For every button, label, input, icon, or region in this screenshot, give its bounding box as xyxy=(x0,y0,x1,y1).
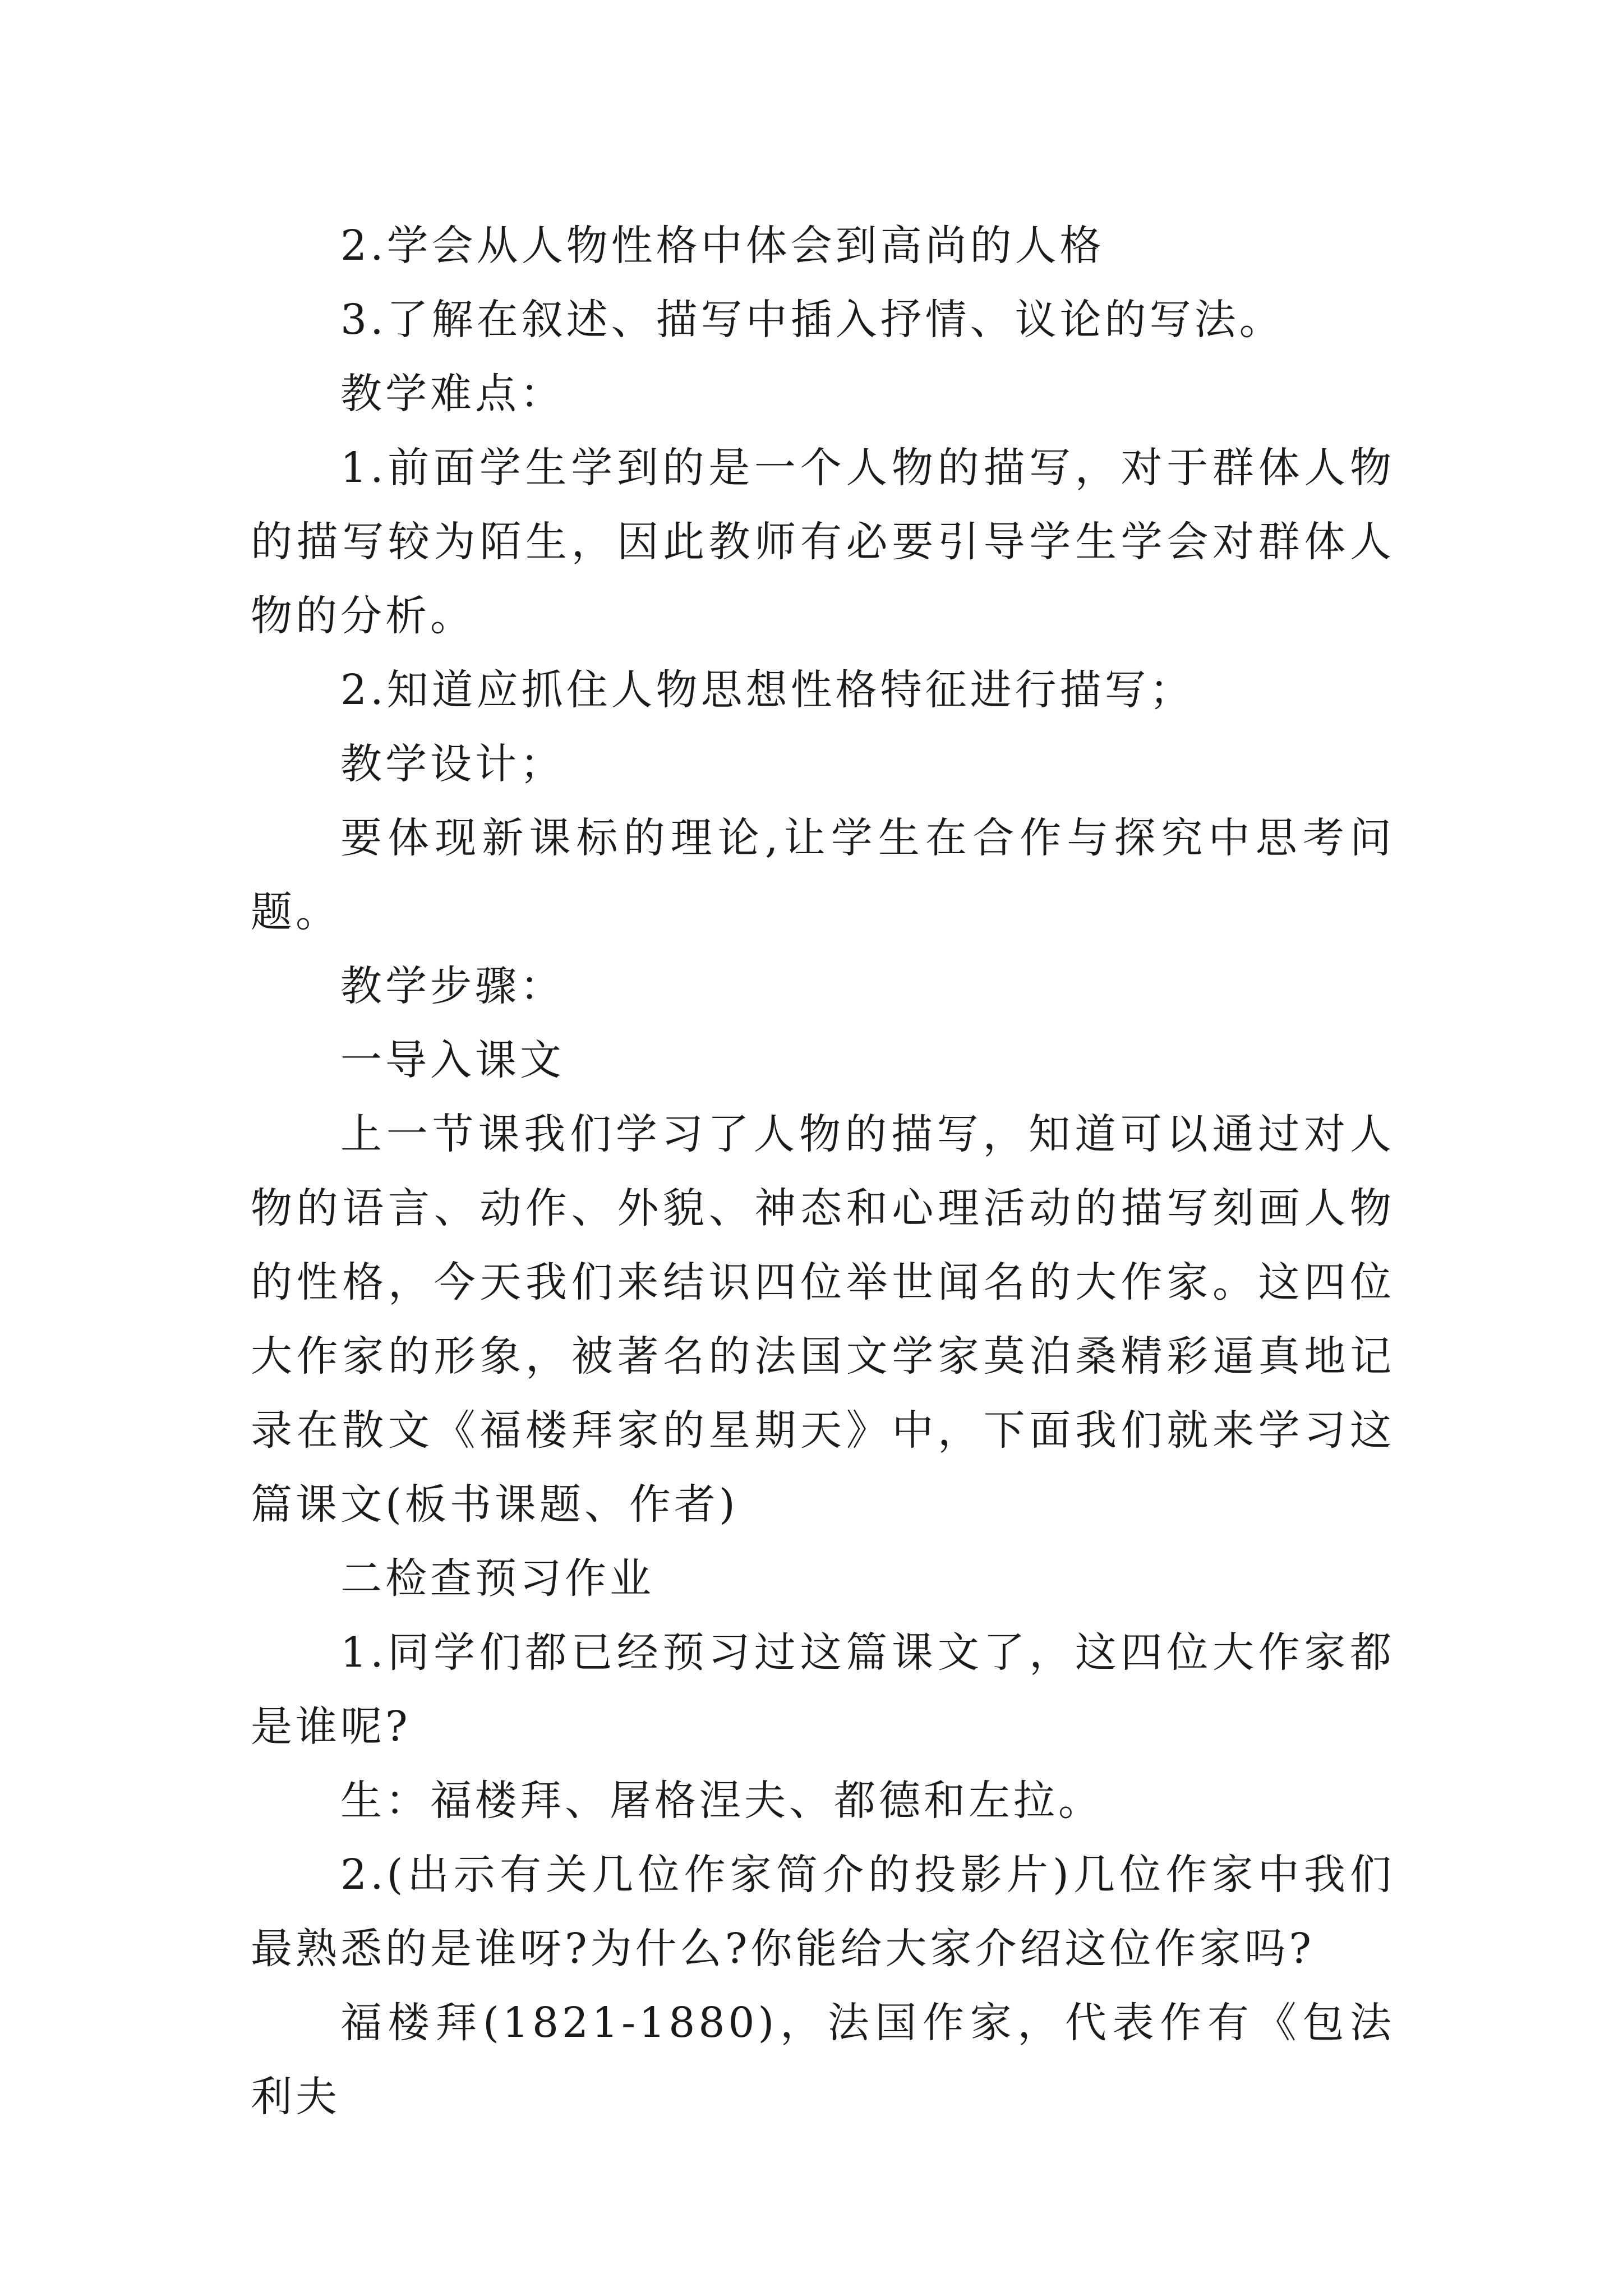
paragraph: 2.知道应抓住人物思想性格特征进行描写； xyxy=(340,666,1195,714)
paragraph: 生：福楼拜、屠格涅夫、都德和左拉。 xyxy=(340,1777,1103,1825)
section-heading: 二检查预习作业 xyxy=(340,1554,654,1603)
paragraph: 上一节课我们学习了人物的描写，知道可以通过对人物的语言、动作、外貌、神态和心理活动的描写刻画人物的性格，今天我们来结识四位举世闻名的大作家。这四位大作家的形象，被著名的法国文学家莫泊桑精彩逼真地记录在散文《福楼拜家的星期天》中，下面我们就来学习这篇课文(板书课题、作者) xyxy=(251,1110,1395,1529)
paragraph: 2.(出示有关几位作家简介的投影片)几位作家中我们最熟悉的是谁呀?为什么?你能给大家介绍这位作家吗? xyxy=(251,1851,1395,1973)
paragraph: 2.学会从人物性格中体会到高尚的人格 xyxy=(340,222,1105,270)
section-heading: 一导入课文 xyxy=(340,1036,565,1084)
paragraph: 1.前面学生学到的是一个人物的描写，对于群体人物的描写较为陌生，因此教师有必要引导学生学会对群体人物的分析。 xyxy=(251,444,1395,640)
document-body xyxy=(251,209,1395,2134)
paragraph: 3.了解在叙述、描写中插入抒情、议论的写法。 xyxy=(340,296,1284,344)
paragraph: 福楼拜(1821-1880)，法国作家，代表作有《包法利夫 xyxy=(251,1999,1395,2121)
paragraph: 1.同学们都已经预习过这篇课文了，这四位大作家都是谁呢? xyxy=(251,1628,1395,1751)
section-heading: 教学设计； xyxy=(340,740,565,788)
section-heading: 教学步骤： xyxy=(340,962,565,1010)
paragraph: 要体现新课标的理论,让学生在合作与探究中思考问题。 xyxy=(251,814,1395,936)
section-heading: 教学难点： xyxy=(340,370,565,418)
